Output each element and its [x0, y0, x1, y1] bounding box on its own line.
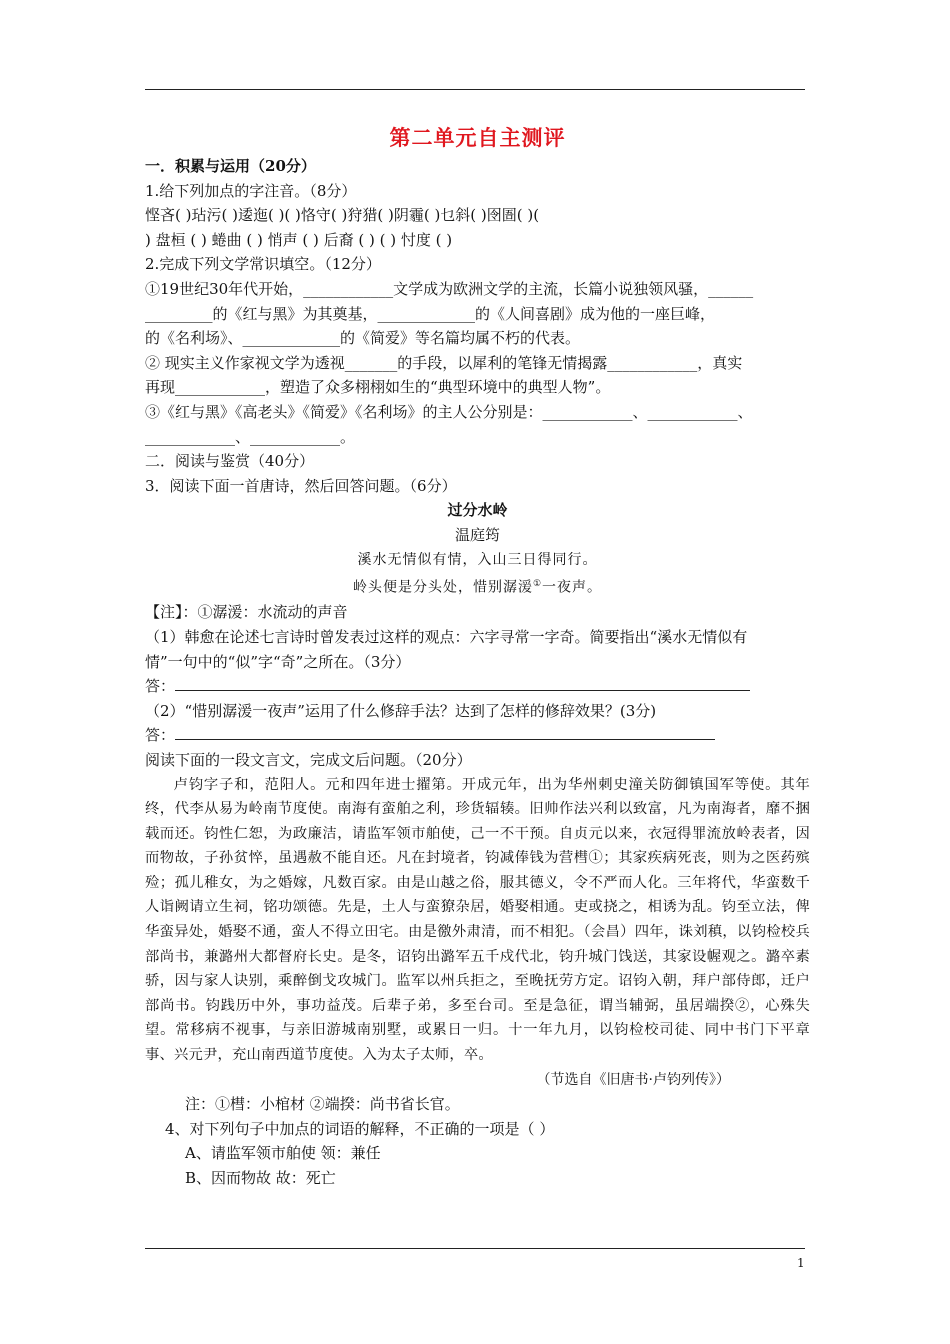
- poem-line-2-end: 一夜声。: [542, 579, 603, 596]
- answer-row-2: [145, 723, 810, 748]
- classical-intro: 阅读下面的一段文言文，完成文后问题。（20分）: [145, 750, 472, 769]
- poem-author: 温庭筠: [454, 525, 500, 544]
- question-1-title: 1.给下列加点的字注音。（8分）: [145, 181, 357, 200]
- question-2-line-1: ①19世纪30年代开始，____________文学成为欧洲文学的主流，长篇小说独领风骚，______: [145, 279, 754, 298]
- answer-label: 答：: [145, 677, 176, 696]
- question-2-title: 2.完成下列文学常识填空。（12分）: [145, 255, 381, 274]
- question-3-1-line-1: （1）韩愈在论述七言诗时曾发表过这样的观点：六字寻常一字奇。简要指出“溪水无情似有: [145, 627, 748, 646]
- question-2-line-6: ③《红与黑》《高老头》《简爱》《名利场》的主人公分别是：____________、____________、: [145, 402, 753, 421]
- document-body: [145, 122, 810, 1191]
- question-2-line-4: ② 现实主义作家视文学为透视_______的手段，以犀利的笔锋无情揭露____________，真实: [145, 353, 743, 372]
- question-2-line-5: 再现____________，塑造了众多栩栩如生的“典型环境中的典型人物”。: [145, 378, 611, 397]
- poem-title: 过分水岭: [447, 501, 508, 520]
- question-1-line-1: 悭吝( )玷污( )逶迤( )( )恪守( )狩猎( )阴霾( )乜斜( )囹圄( )(: [145, 206, 540, 225]
- answer-label: 答：: [145, 726, 176, 745]
- question-3-title: 3．阅读下面一首唐诗，然后回答问题。（6分）: [145, 476, 457, 495]
- poem-line-1: 溪水无情似有情，入山三日得同行。: [357, 551, 598, 568]
- answer-row-1: [145, 674, 810, 699]
- question-4-option-a: A、请监军领市舶使 领：兼任: [185, 1144, 381, 1163]
- question-1-line-2: ) 盘桓 ( ) 蜷曲 ( ) 悄声 ( ) 后裔 ( ) ( ) 忖度 ( ): [145, 230, 453, 249]
- passage-annotation: 注：①槥：小棺材 ②端揆：尚书省长官。: [185, 1095, 460, 1114]
- question-2-line-3: 的《名利场》、_____________的《简爱》等名篇均属不朽的代表。: [145, 329, 581, 348]
- poem-note: 【注】：①潺湲：水流动的声音: [145, 603, 348, 622]
- question-4-title: 4、对下列句子中加点的词语的解释，不正确的一项是（ ）: [165, 1119, 555, 1138]
- answer-blank-2[interactable]: [175, 723, 715, 740]
- section-heading-1: 一．积累与运用（20分）: [145, 157, 316, 175]
- header-rule: [145, 89, 805, 90]
- poem-line-2: [145, 572, 810, 600]
- page-number: 1: [797, 1256, 805, 1270]
- section-heading-2: 二．阅读与鉴赏（40分）: [145, 452, 315, 471]
- page-title: 第二单元自主测评: [389, 125, 566, 150]
- poem-line-2-text: 岭头便是分头处，惜别潺湲: [352, 579, 533, 596]
- question-3-1-line-2: 情”一句中的“似”字“奇”之所在。（3分）: [145, 652, 411, 671]
- question-3-2: （2）“惜别潺湲一夜声”运用了什么修辞手法？达到了怎样的修辞效果？(3分): [145, 701, 657, 720]
- footnote-marker: ①: [532, 579, 543, 590]
- footer-rule: [145, 1248, 805, 1249]
- question-4-option-b: B、因而物故 故：死亡: [185, 1169, 336, 1187]
- question-2-line-7: ____________、____________。: [145, 427, 356, 446]
- answer-blank-1[interactable]: [175, 674, 750, 691]
- question-2-line-2: _________的《红与黑》为其奠基，_____________的《人间喜剧》成为他的一座巨峰，: [145, 304, 716, 323]
- classical-passage: 卢钧字子和，范阳人。元和四年进士擢第。开成元年，出为华州刺史潼关防御镇国军等使。其年终，代李从易为岭南节度使。南海有蛮舶之利，珍货辐辏。旧帅作法兴利以致富，凡为南海者，靡不捆载而还。钧性仁恕，为政廉洁，请监军领市舶使，己一不干预。自贞元以来，衣冠得罪流放岭表者，因而物故，子孙贫悴，虽遇赦不能自还。凡在封境者，钧减俸钱为营槥①；其家疾病死丧，则为之医药殡殓；孤儿稚女，为之婚嫁，凡数百家。由是山越之俗，服其德义，令不严而人化。三年将代，华蛮数千人诣阙请立生祠，铭功颂德。先是，土人与蛮獠杂居，婚娶相通。吏或挠之，相诱为乱。钧至立法，俾华蛮异处，婚娶不通，蛮人不得立田宅。由是徼外肃清，而不相犯。（会昌）四年，诛刘稹，以钧检校兵部尚书，兼潞州大都督府长史。是冬，诏钧出潞军五千戍代北，钧升城门饯送，其家设幄观之。潞卒素骄，因与家人诀别，乘醉倒戈攻城门。监军以州兵拒之，至晚抚劳方定。诏钧入朝，拜户部侍郎，迁户部尚书。钧践历中外，事功益茂。后辈子弟，多至台司。至是急征，谓当辅弼，虽居端揆②，心殊失望。常移病不视事，与亲旧游城南别墅，或累日一归。十一年九月，以钧检校司徒、同中书门下平章事、兴元尹，充山南西道节度使。入为太子太师，卒。: [145, 776, 810, 1064]
- passage-source: （节选自《旧唐书·卢钧列传》）: [536, 1071, 730, 1088]
